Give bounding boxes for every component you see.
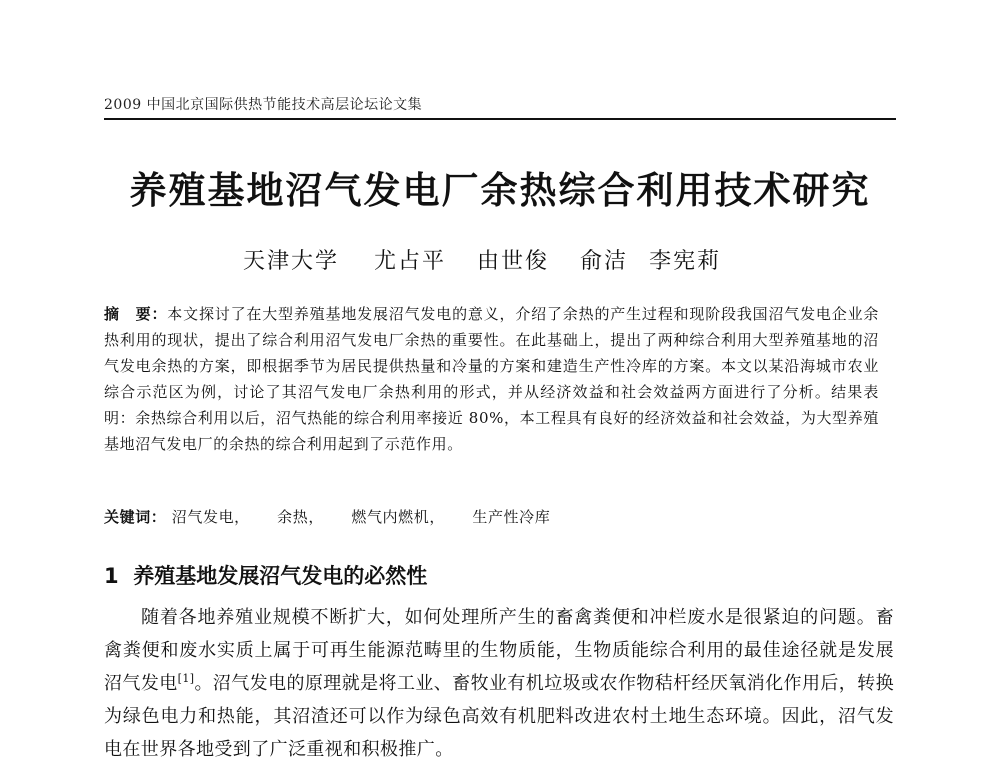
body-text-part2: 。沼气发电的原理就是将工业、畜牧业有机垃圾或农作物秸杆经厌氧消化作用后，转换为绿色电力和热能，其沼渣还可以作为绿色高效有机肥料改进农村土地生态环境。因此，沼气发电在世界各地受到了广泛重视和积极推广。 [104, 673, 894, 760]
abstract [104, 301, 879, 457]
keyword: 沼气发电， [171, 508, 250, 526]
abstract-label: 摘 要： [104, 305, 168, 323]
author-name: 李宪莉 [649, 249, 722, 274]
body-text-part1: 随着各地养殖业规模不断扩大，如何处理所产生的畜禽粪便和冲栏废水是很紧迫的问题。畜禽粪便和废水实质上属于可再生能源范畴里的生物质能，生物质能综合利用的最佳途径就是发展沼气发电 [104, 607, 894, 694]
paper-title: 养殖基地沼气发电厂余热综合利用技术研究 [129, 169, 871, 212]
keywords-label: 关键词： [104, 508, 167, 526]
author-name: 俞洁 [580, 249, 629, 274]
section-heading [104, 560, 427, 590]
running-header: 2009 中国北京国际供热节能技术高层论坛论文集 [104, 94, 896, 120]
citation: [1] [177, 672, 195, 685]
section-number: 1 [104, 564, 119, 588]
body-paragraph [104, 601, 894, 766]
keyword: 生产性冷库 [472, 508, 551, 526]
keyword: 燃气内燃机， [351, 508, 445, 526]
keywords [104, 504, 884, 530]
keyword: 余热， [277, 508, 324, 526]
author-line [243, 244, 721, 275]
abstract-text: 本文探讨了在大型养殖基地发展沼气发电的意义，介绍了余热的产生过程和现阶段我国沼气发电企业余热利用的现状，提出了综合利用沼气发电厂余热的重要性。在此基础上，提出了两种综合利用大型养殖基地的沼气发电余热的方案，即根据季节为居民提供热量和冷量的方案和建造生产性冷库的方案。本文以某沿海城市农业综合示范区为例，讨论了其沼气发电厂余热利用的形式，并从经济效益和社会效益两方面进行了分析。结果表明：余热综合利用以后，沼气热能的综合利用率接近 80%，本工程具有良好的经济效益和社会效益，为大型养殖基地沼气发电厂的余热的综合利用起到了示范作用。 [104, 305, 879, 453]
author-name: 由世俊 [477, 249, 550, 274]
affiliation: 天津大学 [243, 249, 340, 274]
section-title-text: 养殖基地发展沼气发电的必然性 [133, 564, 428, 588]
author-name: 尤占平 [374, 249, 447, 274]
